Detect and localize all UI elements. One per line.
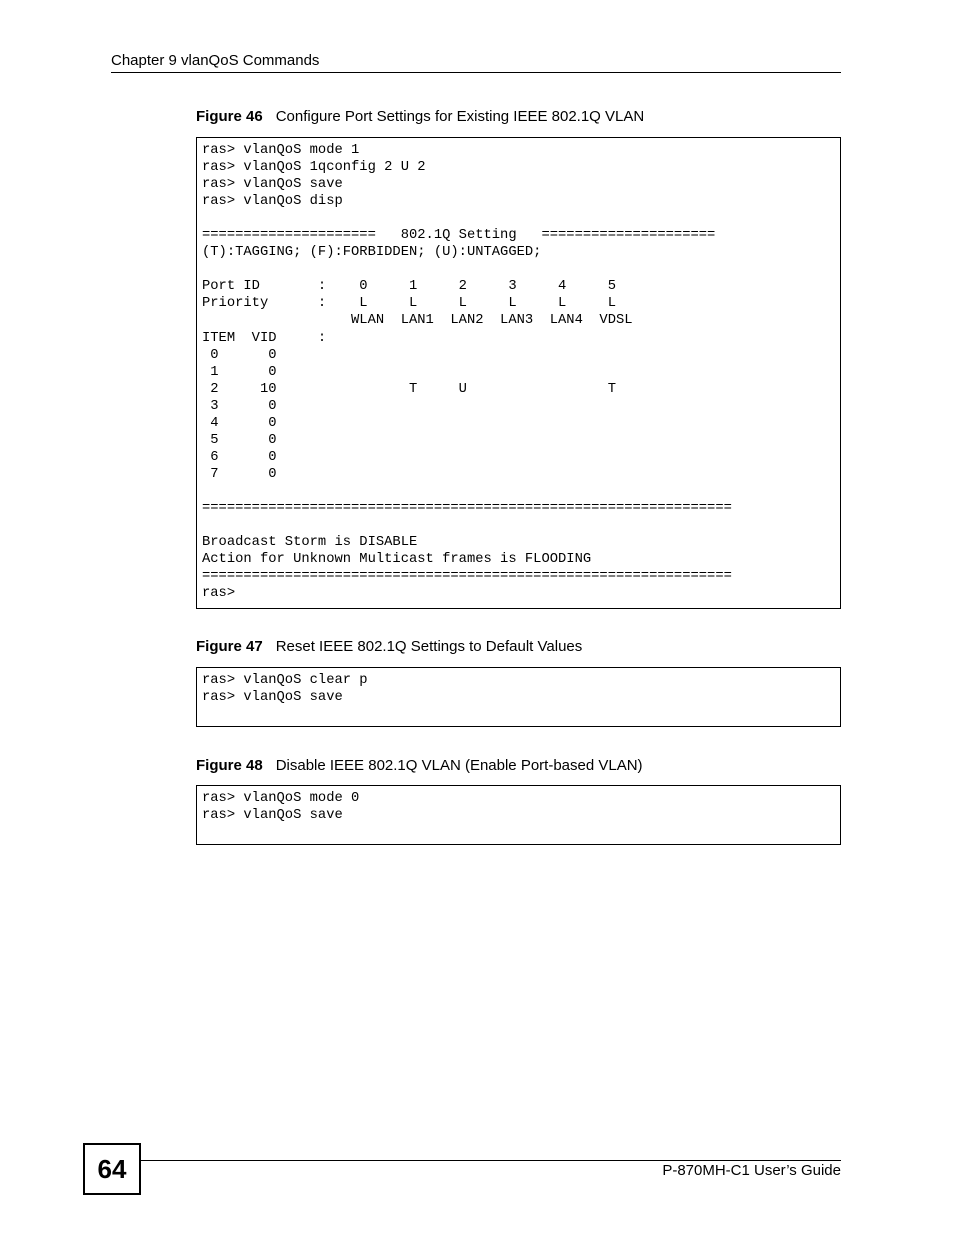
guide-title: P-870MH-C1 User’s Guide xyxy=(662,1162,841,1179)
code-line: ras> vlanQoS mode 1 xyxy=(202,143,360,158)
page-number: 64 xyxy=(83,1143,141,1195)
figure-number: Figure 46 xyxy=(196,108,263,125)
code-line: 5 0 xyxy=(202,432,277,448)
code-line: Action for Unknown Multicast frames is FLOODING xyxy=(202,552,592,568)
code-line: 1 0 xyxy=(202,364,277,380)
figure-caption: Disable IEEE 802.1Q VLAN (Enable Port-based VLAN) xyxy=(275,757,643,774)
code-line: ras> xyxy=(202,586,236,602)
code-line: ===================== 802.1Q Setting ===================== xyxy=(202,228,716,244)
code-line: (T):TAGGING; (F):FORBIDDEN; (U):UNTAGGED; xyxy=(202,245,542,261)
code-line: ras> vlanQoS mode 0 xyxy=(202,791,360,806)
code-line: ras> vlanQoS save xyxy=(202,690,343,706)
figure-caption: Reset IEEE 802.1Q Settings to Default Values xyxy=(275,638,583,655)
code-block-figure-48 xyxy=(196,785,841,845)
code-line: ================================================================ xyxy=(202,500,732,516)
code-line: 3 0 xyxy=(202,398,277,414)
code-line: ras> vlanQoS 1qconfig 2 U 2 xyxy=(202,160,426,176)
code-line: 0 0 xyxy=(202,347,277,363)
code-block-figure-47 xyxy=(196,667,841,727)
code-line: ras> vlanQoS disp xyxy=(202,194,343,210)
code-line: Broadcast Storm is DISABLE xyxy=(202,535,418,551)
code-line: ================================================================ xyxy=(202,569,732,585)
code-line: 7 0 xyxy=(202,466,277,482)
code-line xyxy=(202,483,840,500)
figure-number: Figure 47 xyxy=(196,638,263,655)
code-line: ras> vlanQoS clear p xyxy=(202,673,368,688)
code-line: ITEM VID : xyxy=(202,330,327,346)
code-line: Priority : L L L L L L xyxy=(202,296,616,312)
code-block-figure-46 xyxy=(196,137,841,609)
code-line: 2 10 T U T xyxy=(202,381,616,397)
code-line: ras> vlanQoS save xyxy=(202,808,343,824)
code-line xyxy=(202,517,840,534)
figure-caption: Configure Port Settings for Existing IEEE 802.1Q VLAN xyxy=(275,108,645,125)
figure-46-title xyxy=(196,107,644,126)
code-line: Port ID : 0 1 2 3 4 5 xyxy=(202,279,616,295)
code-line: WLAN LAN1 LAN2 LAN3 LAN4 VDSL xyxy=(202,313,633,329)
code-line: ras> vlanQoS save xyxy=(202,177,343,193)
figure-number: Figure 48 xyxy=(196,757,263,774)
running-header: Chapter 9 vlanQoS Commands xyxy=(111,51,841,73)
figure-48-title xyxy=(196,756,643,775)
figure-47-title xyxy=(196,637,582,656)
code-line: 6 0 xyxy=(202,449,277,465)
code-line xyxy=(202,261,840,278)
code-line: 4 0 xyxy=(202,415,277,431)
code-line xyxy=(202,210,840,227)
